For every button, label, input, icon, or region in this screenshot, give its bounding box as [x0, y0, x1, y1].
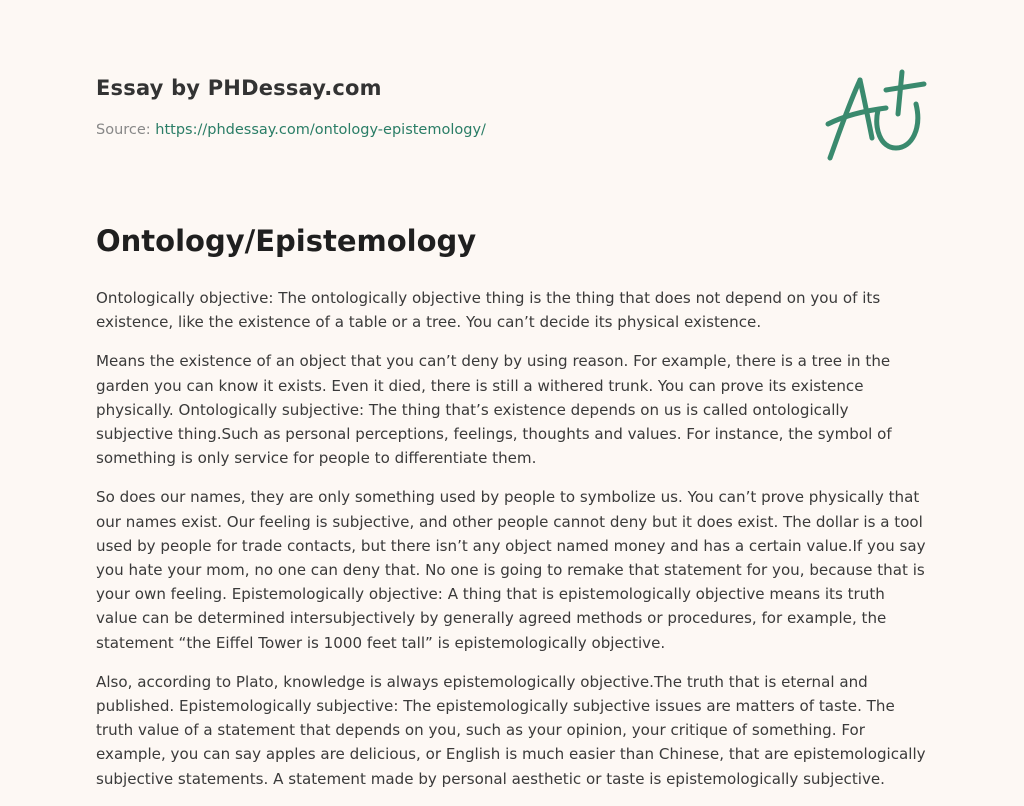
- a-plus-logo-icon: [818, 66, 928, 166]
- article-body: [96, 286, 930, 806]
- paragraph: Means the existence of an object that you can’t deny by using reason. For example, there is a tree in the garden you can know it exists. Even it died, there is still a withered trunk. You can prove its existence physically. Ontologically subjective: The thing that’s existence depends on us is called ontologically subjective thing.Such as personal perceptions, feelings, thoughts and values. For instance, the symbol of something is only service for people to differentiate them.: [96, 352, 892, 468]
- paragraph: Ontologically objective: The ontologically objective thing is the thing that does not depend on you of its existence, like the existence of a table or a tree. You can’t decide its physical existence.: [96, 289, 881, 332]
- paragraph: So does our names, they are only something used by people to symbolize us. You can’t prove physically that our names exist. Our feeling is subjective, and other people cannot deny but it does exist. The dollar is a tool used by people for trade contacts, but there isn’t any object named money and has a certain value.If you say you hate your mom, no one can deny that. No one is going to remake that statement for you, because that is your own feeling. Epistemologically objective: A thing that is epistemologically objective means its truth value can be determined intersubjectively by generally agreed methods or procedures, for example, the statement “the Eiffel Tower is 1000 feet tall” is epistemologically objective.: [96, 488, 926, 652]
- page-header: [96, 76, 928, 138]
- source-line: [96, 122, 928, 138]
- source-link[interactable]: https://phdessay.com/ontology-epistemology/: [155, 122, 486, 138]
- paragraph: Also, according to Plato, knowledge is always epistemologically objective.The truth that is eternal and published. Epistemologically subjective: The epistemologically subjective issues are matters of taste. The truth value of a statement that depends on you, such as your opinion, your critique of something. For example, you can say apples are delicious, or English is much easier than Chinese, that are epistemologically subjective statements. A statement made by personal aesthetic or taste is epistemologically subjective.: [96, 672, 926, 788]
- article-title: Ontology/Epistemology: [96, 224, 477, 258]
- site-name: Essay by PHDessay.com: [96, 76, 382, 100]
- source-label: Source:: [96, 122, 151, 138]
